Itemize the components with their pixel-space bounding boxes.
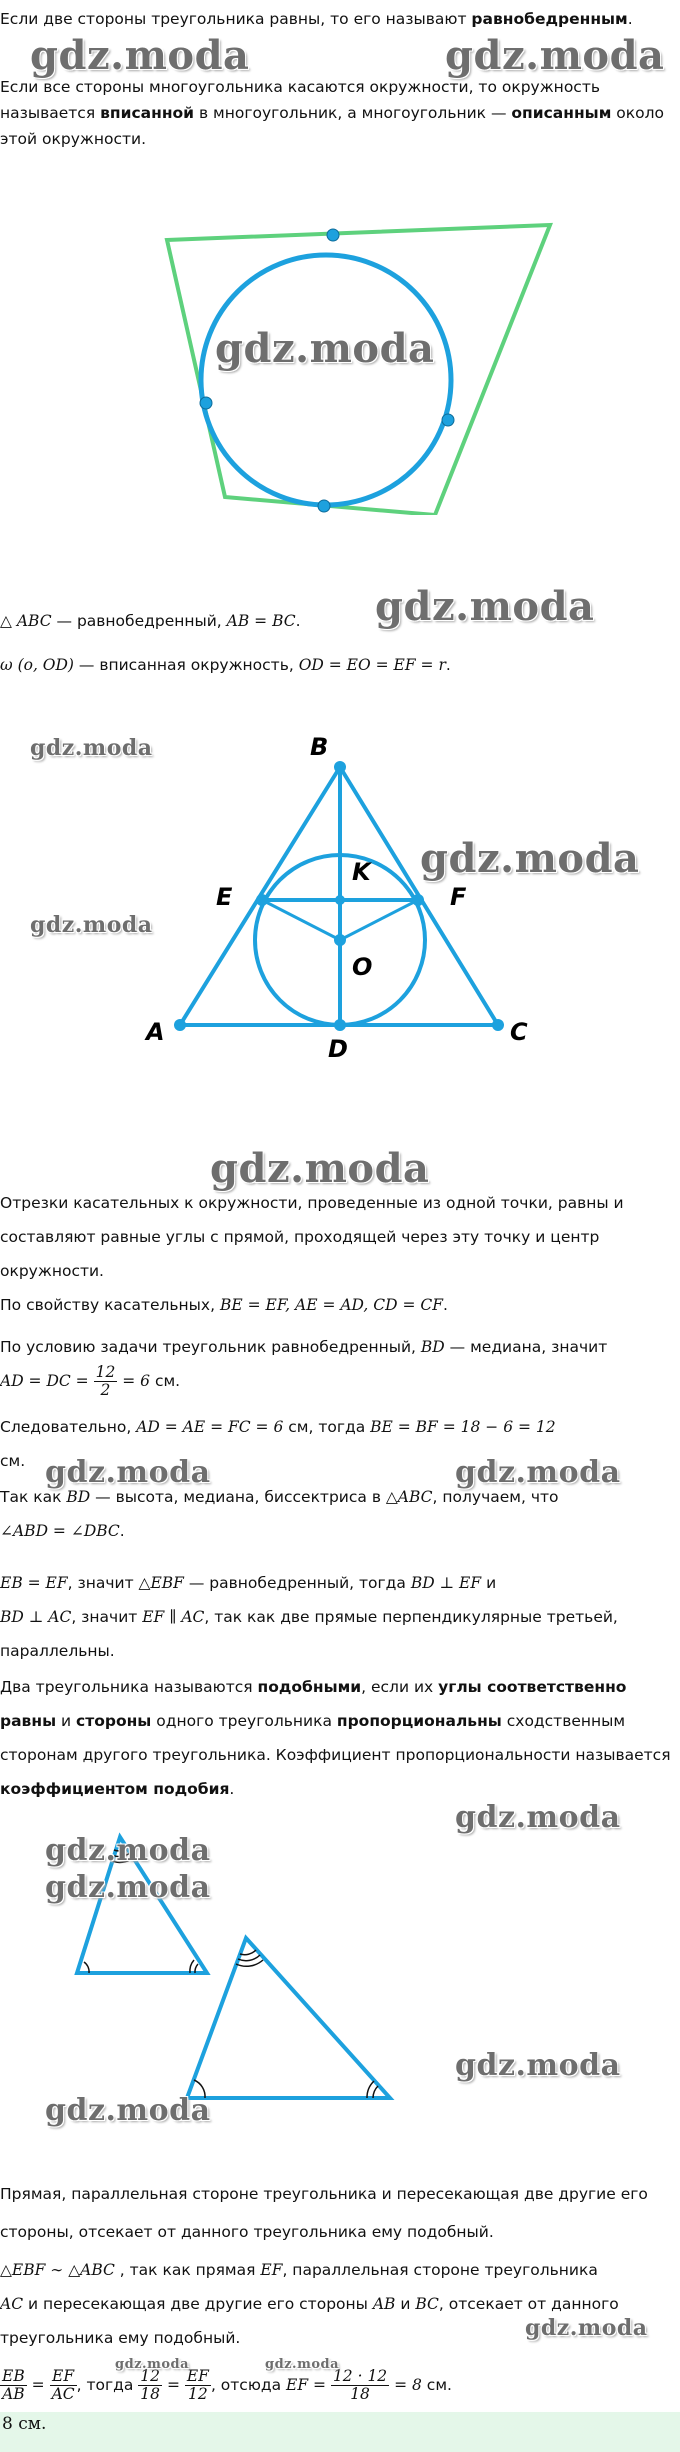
answer-box [0, 2412, 680, 2452]
definition-inscribed [0, 74, 676, 152]
point-c [492, 1019, 504, 1031]
text: , тогда [76, 2376, 139, 2394]
watermark: gdz.moda [210, 1145, 430, 1192]
bold-term: вписанной [100, 104, 195, 122]
median-step [0, 1330, 676, 1399]
denominator: 18 [140, 2385, 161, 2403]
math: EF [260, 2261, 283, 2279]
bold-term: равнобедренным [471, 10, 628, 28]
text: — равнобедренный, [51, 612, 227, 630]
point-k [335, 895, 345, 905]
text: Прямая, параллельная стороне треугольника и пересекающая две другие его стороны, отсекает от данного треугольника ему подобный. [0, 2185, 648, 2241]
numerator: 12 [95, 1363, 116, 1381]
math: △EBF ∼ △ABC [0, 2261, 115, 2279]
text: По условию задачи треугольник равнобедренный, [0, 1338, 421, 1356]
watermark: gdz.moda [45, 1833, 211, 1868]
watermark: gdz.moda [215, 325, 435, 372]
label-e: E [216, 883, 233, 911]
label-d: D [328, 1035, 348, 1063]
watermark: gdz.moda [45, 1455, 211, 1490]
text: в многоугольник, а многоугольник — [194, 104, 512, 122]
point-o [334, 934, 346, 946]
math: AD = AE = FC = 6 [136, 1418, 284, 1436]
text: одного треугольника [151, 1712, 337, 1730]
text: . [445, 656, 451, 674]
math: = [162, 2376, 185, 2394]
text: Отрезки касательных к окружности, проведенные из одной точки, равны и составляют равные углы с прямой, проходящей через эту точку и центр окружности. [0, 1194, 624, 1280]
watermark: gdz.moda [30, 912, 153, 938]
large-triangle [187, 1938, 390, 2098]
text: , значит [71, 1608, 143, 1626]
text: около этой окружности. [0, 104, 665, 148]
math: AB = BC [226, 612, 296, 630]
math: ω (o, OD) [0, 656, 74, 674]
tangent-point [327, 229, 339, 241]
label-c: C [510, 1018, 528, 1046]
text: , так как прямая [114, 2261, 261, 2279]
math: OD = EO = EF = r [298, 656, 446, 674]
given-circle [0, 648, 676, 682]
watermark: gdz.moda [420, 835, 640, 882]
watermark: gdz.moda [45, 1870, 211, 1905]
text: , отсекает от данного треугольника ему подобный. [0, 2295, 619, 2347]
tangent-equalities [0, 1288, 676, 1322]
math: △EBF [138, 1574, 184, 1592]
text: см. [150, 1372, 181, 1391]
watermark: gdz.moda [455, 1455, 621, 1490]
text: , если их [361, 1678, 439, 1696]
math: EF = [286, 2376, 331, 2394]
triangle-diagram [120, 725, 560, 1080]
label-a: A [146, 1018, 165, 1046]
text: см. [421, 2376, 452, 2394]
denominator: AC [51, 2385, 75, 2403]
text: Следовательно, [0, 1418, 137, 1436]
label-f: F [450, 883, 467, 911]
text: , значит [67, 1574, 139, 1592]
text: . [119, 1522, 125, 1540]
fraction [331, 2368, 389, 2403]
point-d [334, 1019, 346, 1031]
numerator: 12 [140, 2366, 161, 2385]
text: Два треугольника называются [0, 1678, 258, 1696]
point-f [412, 894, 424, 906]
denominator: 12 [188, 2385, 208, 2403]
text: см, тогда [283, 1418, 371, 1436]
watermark: gdz.moda [30, 735, 153, 761]
math: = [26, 2376, 50, 2394]
math: BD ⊥ EF [410, 1574, 482, 1592]
tangent-point [200, 397, 212, 409]
watermark: gdz.moda [45, 2093, 211, 2128]
math: BD [420, 1338, 445, 1356]
text: , параллельная стороне треугольника [282, 2261, 598, 2279]
text: — высота, медиана, биссектриса в [90, 1488, 386, 1506]
text: . [627, 10, 633, 28]
watermark: gdz.moda [525, 2315, 648, 2341]
watermark: gdz.moda [115, 2357, 190, 2372]
math: BC [415, 2295, 439, 2313]
bold-term: пропорциональны [336, 1712, 502, 1730]
parallel-step [0, 1566, 676, 1668]
tangent-point [442, 414, 454, 426]
math: AD = DC = [0, 1372, 94, 1391]
math: BE = BF = 18 − 6 = 12 [370, 1418, 556, 1436]
numerator: EB [2, 2366, 25, 2385]
tangent-property [0, 1186, 676, 1288]
watermark: gdz.moda [455, 1800, 621, 1835]
bold-term: коэффициентом подобия [0, 1780, 230, 1798]
text: и [395, 2295, 416, 2313]
label-b: B [310, 733, 329, 761]
text: сходственным сторонам другого треугольника. Коэффициент пропорциональности называется [0, 1712, 671, 1764]
label-k: K [352, 858, 371, 886]
watermark: gdz.moda [445, 32, 665, 79]
point-b [334, 761, 346, 773]
bold-term: описанным [511, 104, 612, 122]
tangent-point [318, 500, 330, 512]
math: AB [372, 2295, 396, 2313]
numerator: 12 · 12 [332, 2366, 388, 2385]
text: — равнобедренный, тогда [183, 1574, 411, 1592]
text: , получаем, что [432, 1488, 559, 1506]
point-a [174, 1019, 186, 1031]
bold-term: углы соответственно равны [0, 1678, 627, 1730]
watermark: gdz.moda [375, 583, 595, 630]
bisector-step [0, 1480, 676, 1548]
math: BE = EF, AE = AD, CD = CF [219, 1296, 444, 1314]
fraction [0, 2368, 27, 2403]
similarity-theorem [0, 2175, 676, 2251]
text: Так как [0, 1488, 67, 1506]
fraction [50, 2368, 77, 2403]
fraction [185, 2368, 211, 2403]
text: . [229, 1780, 235, 1798]
fraction [138, 2368, 162, 2403]
text: см. [0, 1452, 26, 1470]
text: и пересекающая две другие его стороны [23, 2295, 373, 2313]
text: По свойству касательных, [0, 1296, 220, 1314]
watermark: gdz.moda [265, 2357, 340, 2372]
text: , отсюда [210, 2376, 287, 2394]
math: EB = EF [0, 1574, 68, 1592]
math: ∠ABD = ∠DBC [0, 1522, 120, 1540]
denominator: AB [2, 2385, 25, 2403]
fraction [94, 1364, 118, 1399]
math: BD ⊥ AC [0, 1608, 72, 1626]
text: — вписанная окружность, [73, 656, 299, 674]
text: . [443, 1296, 448, 1314]
math: BD [66, 1488, 91, 1506]
math: = 8 [389, 2376, 422, 2394]
text: и [56, 1712, 77, 1730]
text: Если все стороны многоугольника касаются окружности, то окружность называется [0, 78, 600, 122]
point-e [256, 894, 268, 906]
math: △ ABC [0, 612, 52, 630]
math: △ABC [385, 1488, 433, 1506]
math: EF ∥ AC [142, 1608, 205, 1626]
math: = 6 [117, 1372, 151, 1391]
definition-isosceles [0, 2, 676, 36]
text: Если две стороны треугольника равны, то его называют [0, 10, 472, 28]
label-o: O [352, 953, 373, 981]
answer-text: 8 см. [2, 2414, 47, 2434]
segment-fo [340, 900, 418, 940]
text: , так как две прямые перпендикулярные третьей, параллельны. [0, 1608, 618, 1660]
text: — медиана, значит [444, 1338, 608, 1356]
text: и [481, 1574, 497, 1592]
denominator: 18 [350, 2385, 370, 2403]
watermark: gdz.moda [30, 32, 250, 79]
segment-eo [262, 900, 340, 940]
math: AC [0, 2295, 24, 2313]
denominator: 2 [100, 1381, 111, 1400]
bold-term: стороны [76, 1712, 152, 1730]
numerator: EF [186, 2366, 209, 2385]
watermark: gdz.moda [455, 2048, 621, 2083]
numerator: EF [50, 2368, 77, 2386]
inscribed-circle [201, 255, 451, 505]
bold-term: подобными [257, 1678, 362, 1696]
definition-similar [0, 1670, 676, 1806]
text: . [295, 612, 301, 630]
